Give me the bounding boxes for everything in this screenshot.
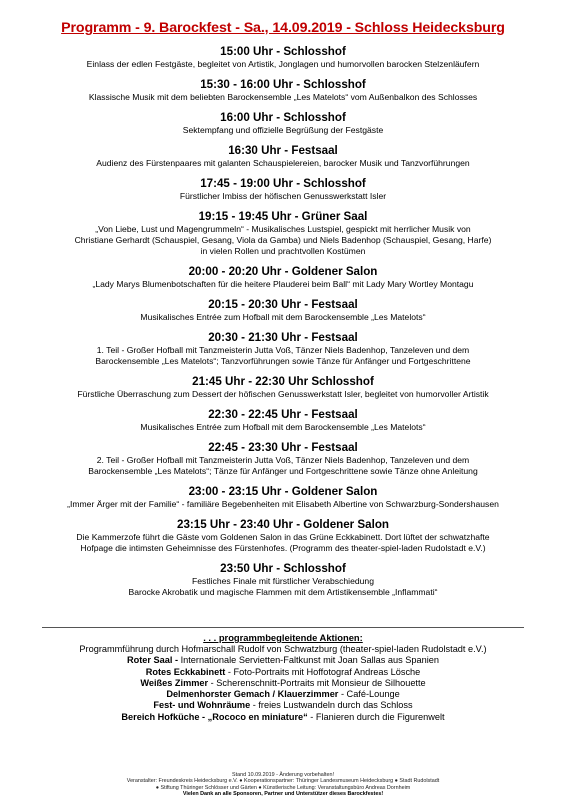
event-description: Musikalisches Entrée zum Hofball mit dem Barockensemble „Les Matelots“ (140, 312, 426, 322)
event-time-location: 20:15 - 20:30 Uhr - Festsaal (208, 298, 358, 311)
actions-heading: . . . programmbegleitende Aktionen: (203, 632, 363, 643)
action-location: Weißes Zimmer (140, 677, 209, 688)
event-description: in vielen Rollen und prachtvollen Kostümen (200, 246, 366, 256)
footer-status: Stand 10.09.2019 - Änderung vorbehalten! (232, 772, 334, 778)
event-description: Einlass der edlen Festgäste, begleitet von Artistik, Jonglagen und humorvollen barocken Stelzenläufern (86, 59, 480, 69)
event-item (20, 144, 546, 169)
action-description: Programmführung durch Hofmarschall Rudolf von Schwatzburg (theater-spiel-laden Rudolstadt e.V.) (79, 644, 487, 654)
event-time-location: 23:50 Uhr - Schlosshof (220, 562, 346, 575)
event-item (20, 408, 546, 433)
event-time-location: 16:30 Uhr - Festsaal (228, 144, 338, 157)
action-description: - Flanieren durch die Figurenwelt (307, 711, 445, 722)
event-description: Fürstlicher Imbiss der höfischen Genusswerkstatt Isler (179, 191, 387, 201)
event-item (20, 441, 546, 477)
event-time-location: 15:30 - 16:00 Uhr - Schlosshof (200, 78, 366, 91)
action-item (10, 712, 556, 723)
action-location: Rotes Eckkabinett (145, 666, 226, 677)
footer-organizers: Veranstalter: Freundeskreis Heidecksburg e.V. ● Kooperationspartner: Thüringer Landesmuseum Heidecksburg ● Stadt Rudolstadt (126, 778, 440, 785)
event-item (20, 298, 546, 323)
event-description: Fürstliche Überraschung zum Dessert der höfischen Genusswerkstatt Isler, begleitet von humorvoller Artistik (77, 389, 489, 399)
divider (42, 627, 524, 628)
event-description: Christiane Gerhardt (Schauspiel, Gesang, Viola da Gamba) und Niels Badenhop (Schauspiel, Gesang, Harfe) (74, 235, 492, 245)
action-item (10, 667, 556, 678)
action-item (10, 678, 556, 689)
action-description: - Scherenschnitt-Portraits mit Monsieur de Silhouette (208, 677, 426, 688)
event-item (20, 78, 546, 103)
accompanying-actions (10, 632, 556, 723)
action-item (10, 655, 556, 666)
event-description: „Lady Marys Blumenbotschaften für die heitere Plauderei beim Ball“ mit Lady Mary Wortley Montagu (92, 279, 474, 289)
event-item (20, 177, 546, 202)
event-time-location: 19:15 - 19:45 Uhr - Grüner Saal (198, 210, 368, 223)
event-description: Barocke Akrobatik und magische Flammen mit dem Artistikensemble „Inflammati“ (128, 587, 438, 597)
page-title: Programm - 9. Barockfest - Sa., 14.09.2019 - Schloss Heidecksburg (61, 20, 505, 36)
action-location: Roter Saal - (126, 655, 179, 666)
event-time-location: 16:00 Uhr - Schlosshof (220, 111, 346, 124)
event-item (20, 562, 546, 598)
event-description: „Von Liebe, Lust und Magengrummeln“ - Musikalisches Lustspiel, gespickt mit herrlicher Musik von (95, 224, 471, 234)
event-item (20, 331, 546, 367)
action-location: Fest- und Wohnräume (153, 700, 251, 711)
event-description: Die Kammerzofe führt die Gäste vom Goldenen Salon in das Grüne Eckkabinett. Dort lüftet der schwatzhafte (76, 532, 490, 542)
event-time-location: 20:00 - 20:20 Uhr - Goldener Salon (188, 265, 378, 278)
event-item (20, 265, 546, 290)
event-time-location: 22:45 - 23:30 Uhr - Festsaal (208, 441, 358, 454)
event-list (20, 45, 546, 606)
event-time-location: 21:45 Uhr - 22:30 Uhr Schlosshof (192, 375, 374, 388)
action-item (10, 689, 556, 700)
event-description: Festliches Finale mit fürstlicher Verabschiedung (192, 576, 374, 586)
event-description: Hofpage die intimsten Geheimnisse des Fürstenhofes. (Programm des theater-spiel-laden Rudolstadt e.V.) (80, 543, 486, 553)
event-description: „Immer Ärger mit der Familie“ - familiäre Begebenheiten mit Elisabeth Albertine von Schwarzburg-Sondershausen (67, 499, 499, 509)
action-description: - Café-Lounge (338, 689, 400, 700)
action-description: - freies Lustwandeln durch das Schloss (250, 700, 413, 711)
action-item (10, 644, 556, 655)
event-description: 1. Teil - Großer Hofball mit Tanzmeisterin Jutta Voß, Tänzer Niels Badenhop, Tanzeleven und dem (96, 345, 470, 355)
event-description: Musikalisches Entrée zum Hofball mit dem Barockensemble „Les Matelots“ (140, 422, 426, 432)
event-description: Audienz des Fürstenpaares mit galanten Schauspielereien, barocker Musik und Tanzvorführungen (96, 158, 470, 168)
event-item (20, 45, 546, 70)
event-time-location: 15:00 Uhr - Schlosshof (220, 45, 346, 58)
action-location: Delmenhorster Gemach / Klauerzimmer (166, 689, 339, 700)
footer-thanks: Vielen Dank an alle Sponsoren, Partner und Unterstützer dieses Barockfestes! (182, 791, 384, 798)
event-item (20, 518, 546, 554)
event-time-location: 23:00 - 23:15 Uhr - Goldener Salon (188, 485, 378, 498)
event-time-location: 17:45 - 19:00 Uhr - Schlosshof (200, 177, 366, 190)
event-item (20, 210, 546, 257)
event-description: Barockensemble „Les Matelots“; Tanzvorführungen sowie Tänze für Anfänger und Fortgeschrittene (95, 356, 471, 366)
event-time-location: 20:30 - 21:30 Uhr - Festsaal (208, 331, 358, 344)
event-description: Barockensemble „Les Matelots“; Tänze für Anfänger und Fortgeschrittene sowie Tänze ohne Anleitung (88, 466, 478, 476)
event-time-location: 23:15 Uhr - 23:40 Uhr - Goldener Salon (177, 518, 389, 531)
footer-partners: ● Stiftung Thüringer Schlösser und Gärten ● Künstlerische Leitung: Veranstaltungsbüro Andreas Dornheim (155, 784, 411, 791)
event-description: Sektempfang und offizielle Begrüßung der Festgäste (182, 125, 384, 135)
event-item (20, 485, 546, 510)
footer (0, 772, 566, 798)
event-item (20, 111, 546, 136)
event-description: 2. Teil - Großer Hofball mit Tanzmeisterin Jutta Voß, Tänzer Niels Badenhop, Tanzeleven und dem (96, 455, 470, 465)
event-time-location: 22:30 - 22:45 Uhr - Festsaal (208, 408, 358, 421)
action-location: Bereich Hofküche - „Rococo en miniature“ (121, 711, 308, 722)
action-description: Internationale Servietten-Faltkunst mit Joan Sallas aus Spanien (178, 655, 440, 666)
event-description: Klassische Musik mit dem beliebten Barockensemble „Les Matelots“ vom Außenbalkon des Schlosses (88, 92, 478, 102)
event-item (20, 375, 546, 400)
actions-list (10, 644, 556, 723)
action-item (10, 700, 556, 711)
action-description: - Foto-Portraits mit Hoffotograf Andreas Lösche (225, 666, 421, 677)
